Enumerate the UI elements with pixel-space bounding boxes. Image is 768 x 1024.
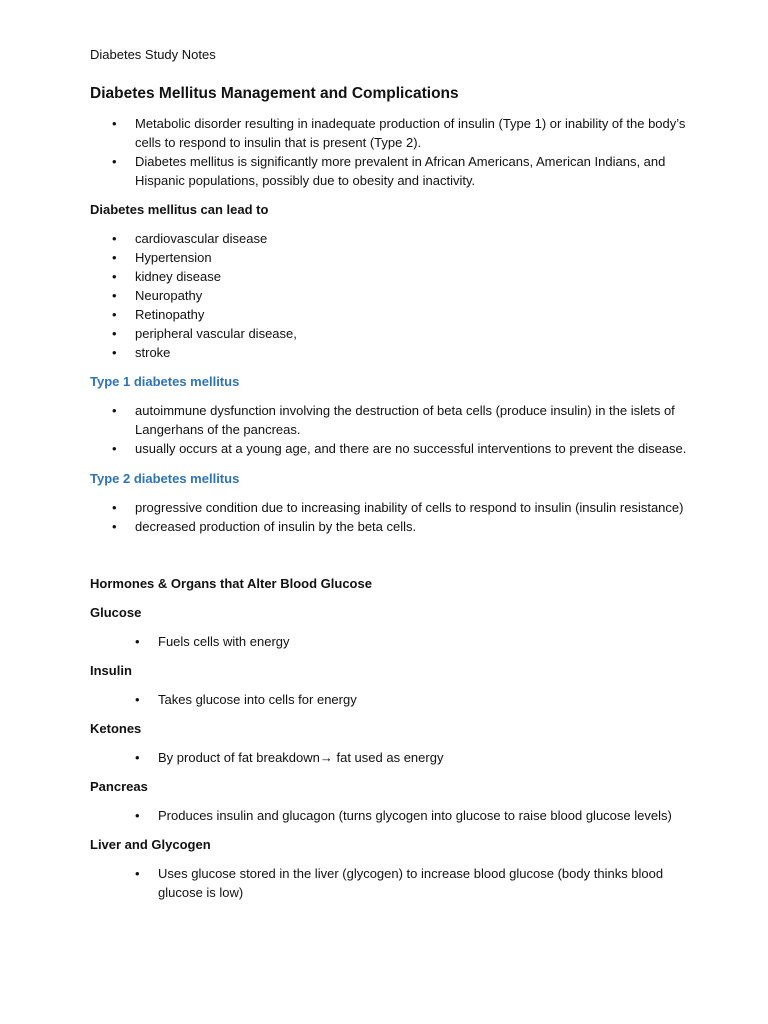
list-item — [90, 305, 688, 324]
list-item-text: Takes glucose into cells for energy — [158, 692, 357, 707]
bullet-icon: • — [135, 808, 140, 823]
list-item-text: decreased production of insulin by the beta cells. — [135, 519, 417, 534]
document-header: Diabetes Study Notes — [90, 47, 216, 62]
list-item — [90, 114, 688, 152]
list-item — [90, 690, 688, 709]
list-item-text: progressive condition due to increasing inability of cells to respond to insulin (insulin resistance) — [135, 500, 684, 515]
bullet-icon: • — [135, 692, 140, 707]
list-item — [90, 806, 688, 825]
list-item-text: Uses glucose stored in the liver (glycogen) to increase blood glucose (body thinks blood glucose is low) — [158, 866, 664, 900]
list-item — [90, 248, 688, 267]
list-item-text: cardiovascular disease — [135, 231, 268, 246]
type2-bullet-list — [90, 498, 688, 536]
glucose-heading: Glucose — [90, 605, 142, 620]
ketones-bullet-list — [90, 748, 688, 767]
list-item — [90, 324, 688, 343]
bullet-icon: • — [112, 500, 117, 515]
list-item-text: Hypertension — [135, 250, 212, 265]
list-item-text: Fuels cells with energy — [158, 634, 290, 649]
type1-heading: Type 1 diabetes mellitus — [90, 374, 240, 389]
list-item-text: Diabetes mellitus is significantly more prevalent in African Americans, American Indians, and Hispanic populations, possibly due to obesity and inactivity. — [135, 154, 666, 188]
ketones-heading: Ketones — [90, 721, 142, 736]
list-item-text: stroke — [135, 345, 171, 360]
list-item — [90, 229, 688, 248]
bullet-icon: • — [112, 288, 117, 303]
list-item — [90, 401, 688, 439]
bullet-icon: • — [135, 750, 140, 765]
liver-glycogen-heading: Liver and Glycogen — [90, 837, 211, 852]
bullet-icon: • — [112, 250, 117, 265]
glucose-bullet-list — [90, 632, 688, 651]
list-item — [90, 517, 688, 536]
hormones-heading: Hormones & Organs that Alter Blood Glucose — [90, 576, 372, 591]
list-item-text: peripheral vascular disease, — [135, 326, 297, 341]
list-item — [90, 152, 688, 190]
list-item-text: Retinopathy — [135, 307, 205, 322]
list-item — [90, 286, 688, 305]
list-item — [90, 748, 688, 767]
list-item — [90, 439, 688, 458]
list-item-text: By product of fat breakdown→ fat used as energy — [158, 750, 444, 765]
list-item — [90, 343, 688, 362]
complications-bullet-list — [90, 229, 688, 362]
type1-bullet-list — [90, 401, 688, 458]
bullet-icon: • — [112, 154, 117, 169]
liver-glycogen-bullet-list — [90, 864, 688, 902]
pancreas-bullet-list — [90, 806, 688, 825]
pancreas-heading: Pancreas — [90, 779, 148, 794]
list-item — [90, 864, 688, 902]
bullet-icon: • — [112, 403, 117, 418]
type2-heading: Type 2 diabetes mellitus — [90, 471, 240, 486]
list-item-text: Produces insulin and glucagon (turns glycogen into glucose to raise blood glucose levels) — [158, 808, 672, 823]
insulin-bullet-list — [90, 690, 688, 709]
bullet-icon: • — [112, 307, 117, 322]
bullet-icon: • — [135, 634, 140, 649]
complications-heading: Diabetes mellitus can lead to — [90, 202, 269, 217]
list-item-text: Metabolic disorder resulting in inadequate production of insulin (Type 1) or inability of the body’s cells to respond to insulin that is present (Type 2). — [135, 116, 686, 150]
bullet-icon: • — [112, 441, 117, 456]
list-item-text: usually occurs at a young age, and there are no successful interventions to prevent the disease. — [135, 441, 687, 456]
list-item-text: autoimmune dysfunction involving the destruction of beta cells (produce insulin) in the islets of Langerhans of the pancreas. — [135, 403, 675, 437]
bullet-icon: • — [112, 326, 117, 341]
list-item — [90, 498, 688, 517]
bullet-icon: • — [112, 345, 117, 360]
bullet-icon: • — [112, 269, 117, 284]
bullet-icon: • — [112, 116, 117, 131]
bullet-icon: • — [112, 231, 117, 246]
insulin-heading: Insulin — [90, 663, 132, 678]
list-item — [90, 632, 688, 651]
list-item-text: Neuropathy — [135, 288, 203, 303]
document-title: Diabetes Mellitus Management and Complications — [90, 85, 459, 102]
bullet-icon: • — [112, 519, 117, 534]
list-item-text: kidney disease — [135, 269, 221, 284]
intro-bullet-list — [90, 114, 688, 190]
list-item — [90, 267, 688, 286]
bullet-icon: • — [135, 866, 140, 881]
